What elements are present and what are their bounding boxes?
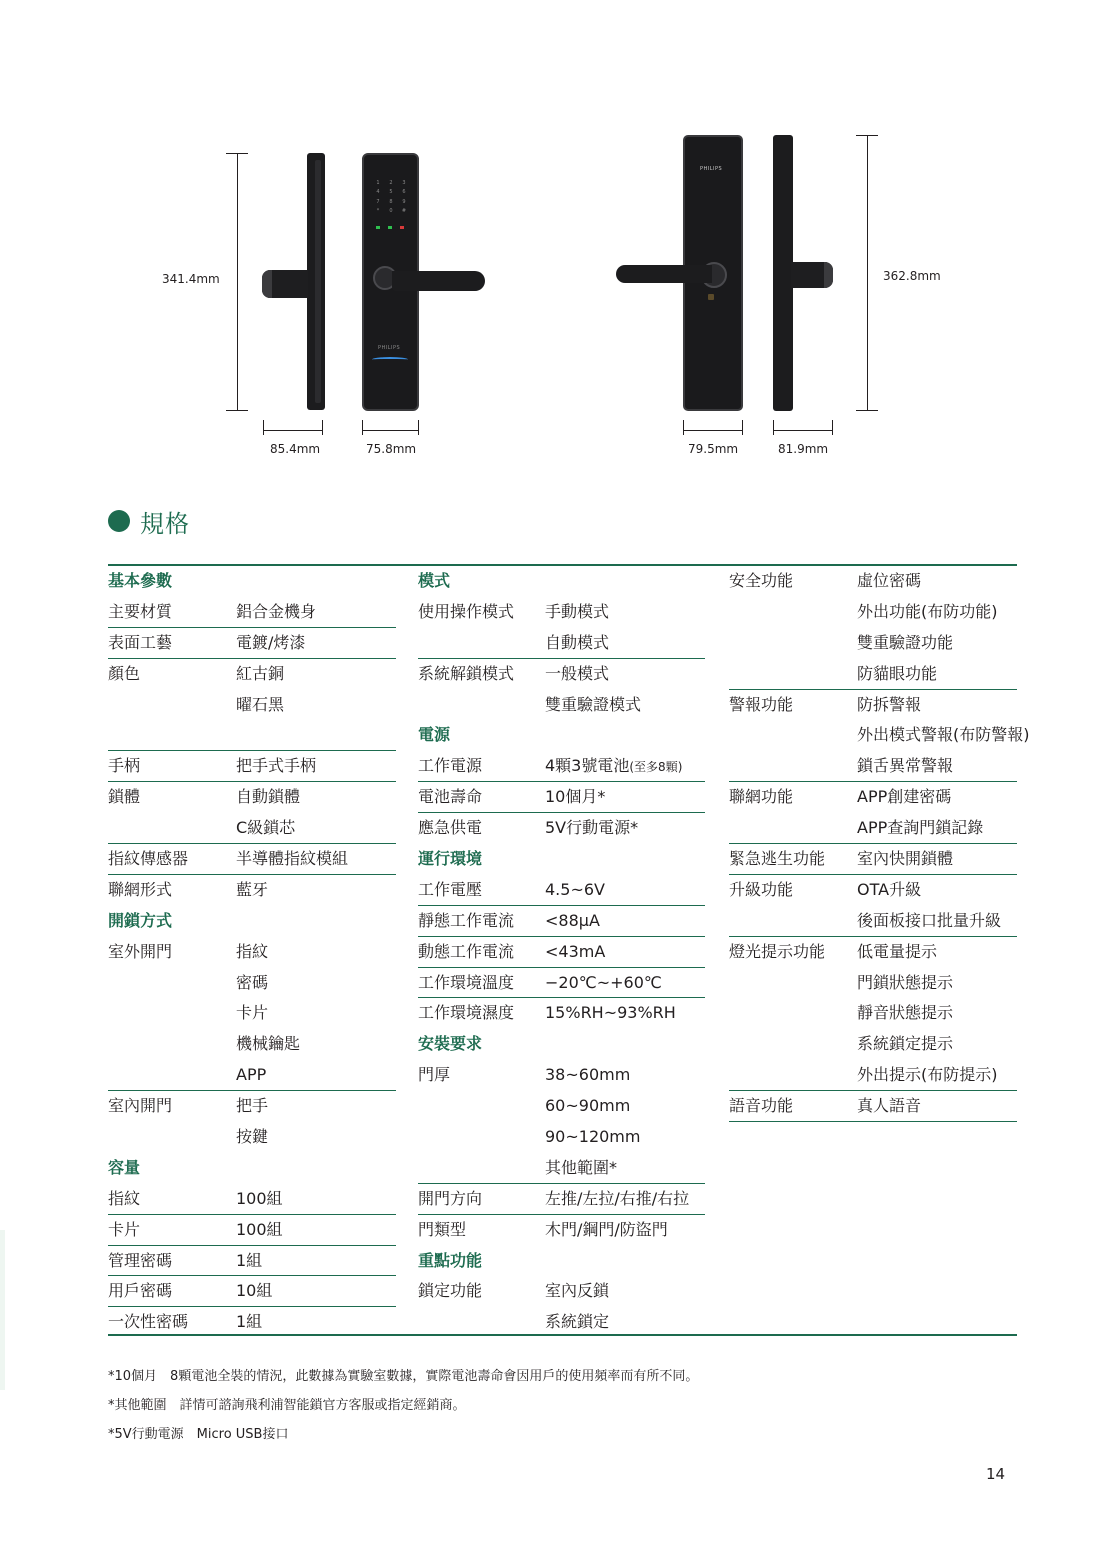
- spec-value: 38~60mm: [545, 1065, 631, 1085]
- table-row: [729, 782, 1017, 813]
- spec-value: 外出模式警報(布防警報): [857, 725, 1030, 745]
- spec-value: APP: [236, 1065, 267, 1085]
- table-row: [418, 751, 705, 782]
- back-handle: [616, 265, 712, 283]
- spec-column-1: [108, 566, 396, 1338]
- front-width-label: 75.8mm: [366, 442, 417, 456]
- table-row: [108, 875, 396, 906]
- table-row: [418, 1060, 705, 1091]
- spec-value: 低電量提示: [857, 941, 938, 961]
- spec-key: 鎖體: [108, 787, 141, 807]
- table-row: [418, 690, 705, 721]
- table-row: [418, 782, 705, 813]
- table-row: [418, 1276, 705, 1307]
- table-section-header: [108, 906, 396, 937]
- spec-value: 卡片: [236, 1003, 269, 1023]
- spec-value: 防貓眼功能: [857, 663, 938, 683]
- spec-value: 一般模式: [545, 663, 610, 683]
- table-row: [418, 628, 705, 659]
- spec-column-2: [418, 566, 705, 1338]
- spec-value: 5V行動電源*: [545, 818, 639, 838]
- section-heading: [108, 505, 190, 537]
- spec-value: 鋁合金機身: [236, 601, 317, 621]
- section-title: 規格: [140, 509, 190, 538]
- spec-key: 容量: [108, 1157, 141, 1177]
- spec-value: 雙重驗證功能: [857, 632, 954, 652]
- spec-key: 門類型: [418, 1219, 467, 1239]
- spec-key: 基本參數: [108, 571, 173, 590]
- table-section-header: [418, 844, 705, 875]
- spec-value: 把手: [236, 1096, 269, 1116]
- table-row: [108, 998, 396, 1029]
- spec-key: 安全功能: [729, 571, 794, 590]
- spec-key: 室內開門: [108, 1096, 173, 1116]
- spec-key: 聯網功能: [729, 787, 794, 807]
- green-led-icon: [376, 226, 380, 229]
- spec-value: 其他範圍*: [545, 1157, 618, 1177]
- spec-key: 使用操作模式: [418, 601, 515, 621]
- back-brand: PHILIPS: [700, 166, 723, 172]
- spec-value: 100組: [236, 1219, 283, 1239]
- table-row: [418, 1215, 705, 1246]
- table-row: [108, 751, 396, 782]
- spec-value: 按鍵: [236, 1127, 269, 1147]
- spec-value: 1組: [236, 1312, 263, 1332]
- spec-value: <88μA: [545, 910, 600, 930]
- table-row: [108, 1307, 396, 1338]
- table-section-header: [418, 720, 705, 751]
- table-row: [418, 813, 705, 844]
- spec-key: 主要材質: [108, 601, 173, 621]
- spec-value: 4.5~6V: [545, 879, 605, 899]
- spec-key: 語音功能: [729, 1096, 794, 1116]
- table-row: [418, 968, 705, 999]
- spec-value: 外出功能(布防功能): [857, 601, 998, 621]
- spec-value: 系統鎖定提示: [857, 1034, 954, 1054]
- spec-key: 動態工作電流: [418, 941, 515, 961]
- table-row: [108, 782, 396, 813]
- spec-key: 指紋傳感器: [108, 849, 189, 869]
- spec-value: 藍牙: [236, 879, 269, 899]
- table-section-header: [418, 566, 705, 597]
- table-row: [729, 751, 1017, 782]
- spec-value: 15%RH~93%RH: [545, 1003, 676, 1023]
- table-row: [418, 1091, 705, 1122]
- table-row: [729, 937, 1017, 968]
- table-row: [729, 998, 1017, 1029]
- table-section-header: [418, 1246, 705, 1277]
- spec-value: OTA升級: [857, 879, 922, 899]
- spec-key: 門厚: [418, 1065, 451, 1085]
- spec-value: APP創建密碼: [857, 787, 952, 807]
- back-height-label: 362.8mm: [883, 269, 941, 283]
- table-row: [729, 813, 1017, 844]
- table-row: [729, 628, 1017, 659]
- spec-value: 木門/鋼門/防盜門: [545, 1219, 668, 1239]
- spec-value: 靜音狀態提示: [857, 1003, 954, 1023]
- red-led-icon: [400, 226, 404, 229]
- back-side-width-label: 81.9mm: [778, 442, 829, 456]
- spec-key: 安裝要求: [418, 1034, 483, 1054]
- spec-key: 警報功能: [729, 694, 794, 714]
- spec-key: 工作電源: [418, 756, 483, 776]
- table-row: [729, 906, 1017, 937]
- spec-value: C級鎖芯: [236, 818, 296, 838]
- spec-value: 機械鑰匙: [236, 1034, 301, 1054]
- spec-value: 後面板接口批量升級: [857, 910, 1002, 930]
- spec-value: 自動鎖體: [236, 787, 301, 807]
- dimension-drawing: [0, 0, 1111, 470]
- bullet-dot-icon: [108, 510, 130, 532]
- spec-column-3: [729, 566, 1030, 1122]
- spec-value: APP查詢門鎖記錄: [857, 818, 984, 838]
- table-row: [108, 1184, 396, 1215]
- spec-key: 升級功能: [729, 879, 794, 899]
- spec-key: 卡片: [108, 1219, 141, 1239]
- table-row: [108, 844, 396, 875]
- spec-value: 系統鎖定: [545, 1312, 610, 1332]
- table-row: [729, 1060, 1017, 1091]
- spec-value: 60~90mm: [545, 1096, 631, 1116]
- table-row: [729, 875, 1017, 906]
- table-row: [729, 597, 1017, 628]
- spec-value: 把手式手柄: [236, 756, 317, 776]
- spec-key: 靜態工作電流: [418, 910, 515, 930]
- spec-value: 1組: [236, 1250, 263, 1270]
- front-handle: [392, 271, 485, 291]
- spec-key: 應急供電: [418, 818, 483, 838]
- keypad: 1 2 3 4 5 6 7 8 9 * 0 #: [376, 180, 407, 214]
- table-row: [108, 937, 396, 968]
- spec-key: 管理密碼: [108, 1250, 173, 1270]
- table-row: [729, 659, 1017, 690]
- table-row: [418, 1307, 705, 1338]
- table-row: [418, 659, 705, 690]
- spec-value: 半導體指紋模組: [236, 849, 349, 869]
- spec-key: 室外開門: [108, 941, 173, 961]
- spec-key: 系統解鎖模式: [418, 663, 515, 683]
- spec-key: 燈光提示功能: [729, 941, 826, 961]
- table-section-header: [108, 566, 396, 597]
- spec-key: 開門方向: [418, 1188, 483, 1208]
- table-row: [108, 1122, 396, 1153]
- spec-value-note: (至多8顆): [629, 760, 683, 775]
- table-row: [418, 1122, 705, 1153]
- spec-value: 門鎖狀態提示: [857, 972, 954, 992]
- spec-key: 運行環境: [418, 849, 483, 869]
- table-row: [108, 1215, 396, 1246]
- side-accent: [0, 1230, 5, 1390]
- table-row: [418, 937, 705, 968]
- spec-value: 鎖舌異常警報: [857, 756, 954, 776]
- spec-key: 表面工藝: [108, 632, 173, 652]
- back-width-label: 79.5mm: [688, 442, 739, 456]
- footnote: *其他範圍 詳情可諮詢飛利浦智能鎖官方客服或指定經銷商。: [108, 1398, 466, 1413]
- table-section-header: [418, 1029, 705, 1060]
- spec-value: 自動模式: [545, 632, 610, 652]
- page-number: 14: [986, 1465, 1006, 1483]
- table-row: [729, 1091, 1017, 1122]
- spec-value: 10個月*: [545, 787, 606, 807]
- spec-value: 指紋: [236, 941, 269, 961]
- front-height-label: 341.4mm: [162, 272, 220, 286]
- table-row: [108, 597, 396, 628]
- footnote: *5V行動電源 Micro USB接口: [108, 1427, 289, 1442]
- table-row: [108, 628, 396, 659]
- spec-value: 雙重驗證模式: [545, 694, 642, 714]
- spec-value: 紅古銅: [236, 663, 285, 683]
- table-row: [729, 968, 1017, 999]
- table-row: [108, 1276, 396, 1307]
- table-row: [418, 1184, 705, 1215]
- table-row: [108, 1246, 396, 1277]
- spec-value: 4顆3號電池(至多8顆): [545, 756, 683, 776]
- spec-value: 室內快開鎖體: [857, 849, 954, 869]
- spec-value: 室內反鎖: [545, 1281, 610, 1301]
- footnotes: [108, 1365, 698, 1452]
- spec-key: 鎖定功能: [418, 1281, 483, 1301]
- table-row: [108, 659, 396, 690]
- table-row: [108, 813, 396, 844]
- spec-value: 100組: [236, 1188, 283, 1208]
- spec-key: 電源: [418, 725, 451, 745]
- back-side-profile: [773, 135, 793, 411]
- table-row: [418, 998, 705, 1029]
- green-led-icon: [388, 226, 392, 229]
- spec-value: 外出提示(布防提示): [857, 1065, 998, 1085]
- table-row: [108, 690, 396, 721]
- footnote: *10個月 8顆電池全裝的情況，此數據為實驗室數據，實際電池壽命會因用戶的使用頻率而有所不同。: [108, 1369, 699, 1384]
- table-row: [418, 597, 705, 628]
- table-row: [729, 566, 1017, 597]
- table-row: [108, 1091, 396, 1122]
- spec-value: 電鍍/烤漆: [236, 632, 306, 652]
- spec-value: 密碼: [236, 972, 269, 992]
- table-row: [108, 720, 396, 751]
- spec-value: 手動模式: [545, 601, 610, 621]
- spec-key: 工作環境溫度: [418, 972, 515, 992]
- table-section-header: [108, 1153, 396, 1184]
- spec-value: 左推/左拉/右推/右拉: [545, 1188, 690, 1208]
- spec-value: 10組: [236, 1281, 273, 1301]
- spec-value: 真人語音: [857, 1096, 922, 1116]
- spec-value: 曜石黑: [236, 694, 285, 714]
- spec-key: 開鎖方式: [108, 910, 173, 930]
- table-row: [729, 720, 1030, 751]
- spec-key: 用戶密碼: [108, 1281, 173, 1301]
- spec-key: 聯網形式: [108, 879, 173, 899]
- spec-key: 手柄: [108, 756, 141, 776]
- spec-key: 指紋: [108, 1188, 141, 1208]
- spec-key: 一次性密碼: [108, 1312, 189, 1332]
- table-row: [108, 968, 396, 999]
- blue-light-icon: [372, 357, 408, 362]
- table-row: [108, 1060, 396, 1091]
- spec-value: 防拆警報: [857, 694, 922, 714]
- spec-key: 模式: [418, 571, 451, 590]
- table-row: [729, 690, 1017, 721]
- spec-value: <43mA: [545, 941, 606, 961]
- table-row: [108, 1029, 396, 1060]
- spec-value: 虛位密碼: [857, 571, 922, 590]
- spec-key: 重點功能: [418, 1250, 483, 1270]
- spec-value: −20℃~+60℃: [545, 972, 662, 992]
- spec-value: 90~120mm: [545, 1127, 641, 1147]
- front-brand: PHILIPS: [378, 345, 401, 351]
- table-row: [729, 844, 1017, 875]
- spec-key: 工作電壓: [418, 879, 483, 899]
- table-row: [418, 875, 705, 906]
- spec-key: 電池壽命: [418, 787, 483, 807]
- front-side-width-label: 85.4mm: [270, 442, 321, 456]
- table-row: [729, 1029, 1017, 1060]
- spec-key: 工作環境濕度: [418, 1003, 515, 1023]
- spec-key: 顏色: [108, 663, 141, 683]
- table-row: [418, 1153, 705, 1184]
- table-row: [418, 906, 705, 937]
- spec-key: 緊急逃生功能: [729, 849, 826, 869]
